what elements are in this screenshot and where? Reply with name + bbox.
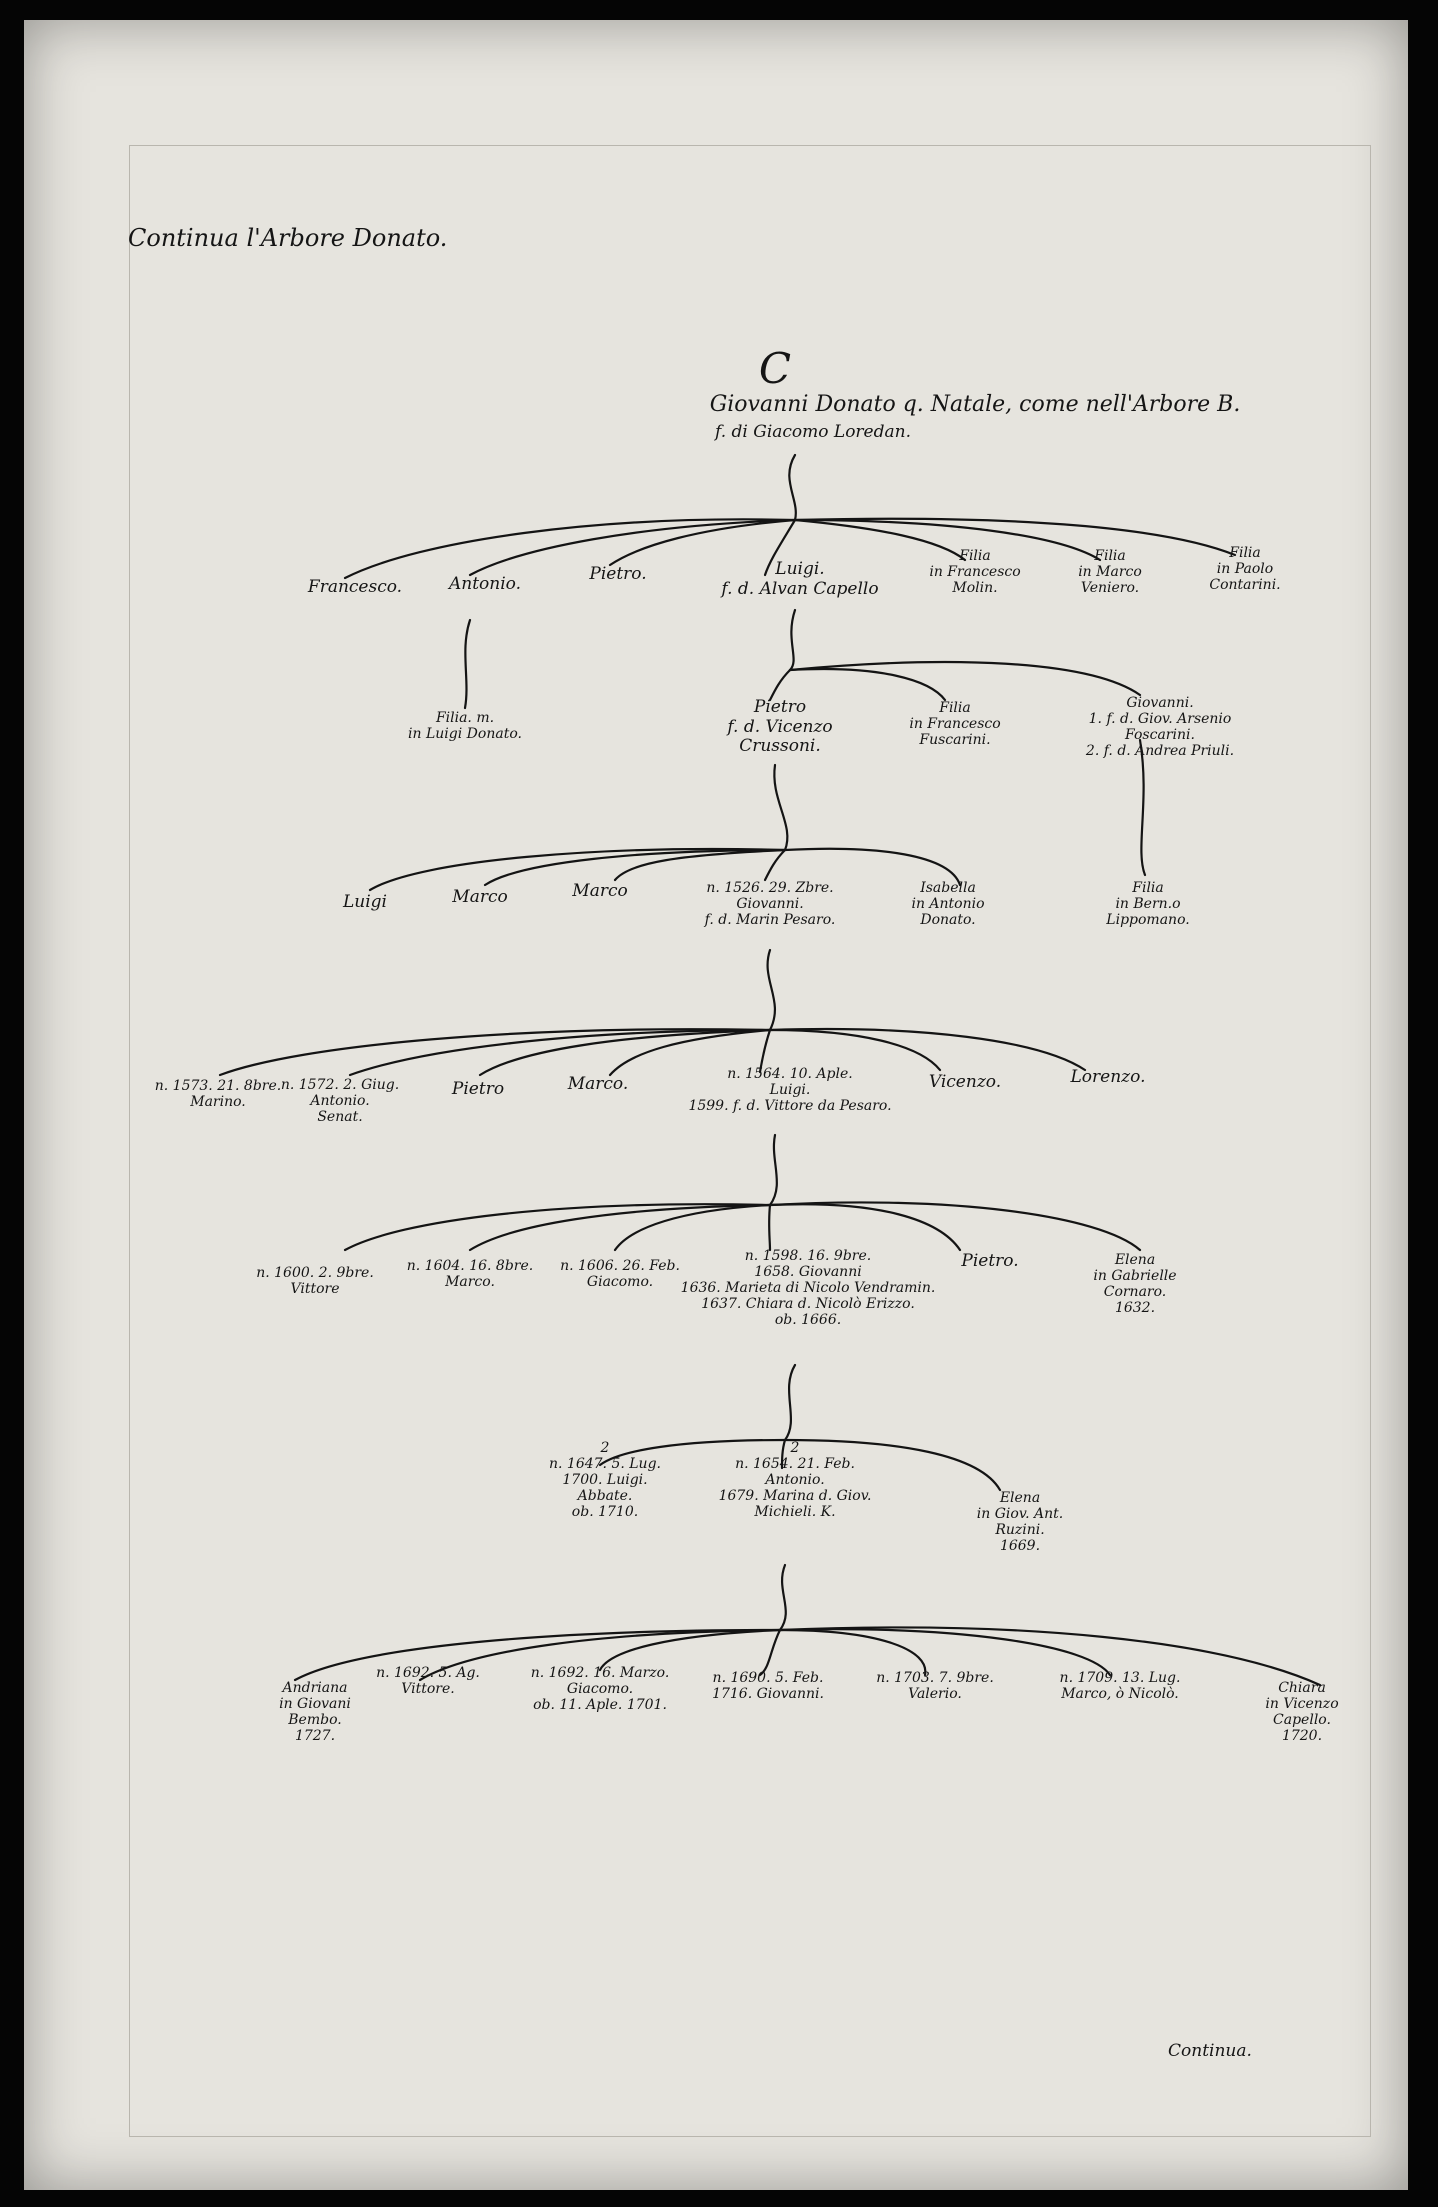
gen4-child: n. 1573. 21. 8bre. Marino. bbox=[154, 1078, 282, 1111]
gen3-child: Isabella in Antonio Donato. bbox=[911, 880, 985, 929]
gen5-child: n. 1600. 2. 9bre. Vittore bbox=[256, 1265, 374, 1298]
gen3-child: n. 1526. 29. Zbre. Giovanni. f. d. Marin Pesaro. bbox=[704, 880, 836, 929]
branch bbox=[780, 1565, 786, 1630]
branch bbox=[769, 1205, 770, 1250]
branch bbox=[770, 1029, 1085, 1070]
branch bbox=[774, 765, 787, 850]
branch bbox=[768, 950, 775, 1030]
gen4-child: Lorenzo. bbox=[1070, 1067, 1146, 1087]
gen4-child: n. 1572. 2. Giug. Antonio. Senat. bbox=[280, 1077, 400, 1126]
gen7-child: n. 1690. 5. Feb. 1716. Giovanni. bbox=[712, 1670, 824, 1703]
branch bbox=[770, 1135, 777, 1205]
gen7-child: n. 1692. 16. Marzo. Giacomo. ob. 11. Aple. 1701. bbox=[530, 1665, 670, 1714]
gen7-child: Chiara in Vicenzo Capello. 1720. bbox=[1265, 1680, 1339, 1745]
gen3-child: Marco bbox=[572, 881, 628, 901]
branch bbox=[790, 669, 945, 700]
gen7-child: Andriana in Giovani Bembo. 1727. bbox=[279, 1680, 351, 1745]
branch bbox=[770, 1204, 960, 1250]
gen6-child: 2 n. 1647. 5. Lug. 1700. Luigi. Abbate. ob. 1710. bbox=[549, 1440, 661, 1521]
gen5-child: Pietro. bbox=[961, 1251, 1019, 1271]
branch bbox=[785, 1365, 795, 1440]
gen3-child: Luigi bbox=[343, 892, 387, 912]
gen6-child: 2 n. 1654. 21. Feb. Antonio. 1679. Marina d. Giov. Michieli. K. bbox=[718, 1440, 872, 1521]
branch bbox=[770, 1030, 940, 1070]
gen1-child: Filia in Marco Veniero. bbox=[1078, 548, 1142, 597]
branch bbox=[1140, 740, 1145, 875]
branch bbox=[610, 520, 795, 565]
gen7-child: n. 1709. 13. Lug. Marco, ò Nicolò. bbox=[1059, 1670, 1181, 1703]
branch bbox=[780, 1630, 925, 1675]
branch bbox=[770, 670, 790, 700]
gen1-child: Antonio. bbox=[448, 574, 522, 594]
gen2-child: Pietro f. d. Vicenzo Crussoni. bbox=[727, 697, 833, 757]
gen5-child: n. 1598. 16. 9bre. 1658. Giovanni 1636. Marieta di Nicolo Vendramin. 1637. Chiara d. Nicolò Erizzo. ob. 1666. bbox=[680, 1248, 936, 1329]
gen3-child: Marco bbox=[452, 887, 508, 907]
branch bbox=[790, 662, 1140, 695]
gen1-child: Filia in Francesco Molin. bbox=[929, 548, 1021, 597]
gen7-child: n. 1703. 7. 9bre. Valerio. bbox=[876, 1670, 994, 1703]
footer-continua: Continua. bbox=[1168, 2041, 1252, 2061]
gen1-child: Luigi. f. d. Alvan Capello bbox=[721, 559, 879, 599]
gen3-child: Filia in Bern.o Lippomano. bbox=[1106, 880, 1190, 929]
gen4-child: Vicenzo. bbox=[928, 1072, 1002, 1092]
branch bbox=[760, 1630, 780, 1675]
gen4-child: Pietro bbox=[451, 1079, 505, 1099]
root-wife: f. di Giacomo Loredan. bbox=[715, 422, 911, 442]
gen4-child: n. 1564. 10. Aple. Luigi. 1599. f. d. Vittore da Pesaro. bbox=[688, 1066, 892, 1115]
gen6-child: Elena in Giov. Ant. Ruzini. 1669. bbox=[976, 1490, 1064, 1555]
section-letter: C bbox=[758, 344, 792, 393]
gen5-child: n. 1604. 16. 8bre. Marco. bbox=[406, 1258, 534, 1291]
gen5-child: n. 1606. 26. Feb. Giacomo. bbox=[560, 1258, 680, 1291]
gen1-child: Filia in Paolo Contarini. bbox=[1209, 545, 1281, 594]
gen7-child: n. 1692. 5. Ag. Vittore. bbox=[376, 1665, 480, 1698]
gen4-child: Marco. bbox=[567, 1074, 629, 1094]
gen2-child: Filia. m. in Luigi Donato. bbox=[408, 710, 522, 743]
gen5-child: Elena in Gabrielle Cornaro. 1632. bbox=[1093, 1252, 1177, 1317]
branch bbox=[765, 850, 785, 880]
branch bbox=[780, 1629, 1110, 1675]
gen1-child: Francesco. bbox=[307, 577, 403, 597]
gen2-child: Filia in Francesco Fuscarini. bbox=[909, 700, 1001, 749]
root-name: Giovanni Donato q. Natale, come nell'Arbore B. bbox=[709, 392, 1241, 417]
branch bbox=[790, 610, 795, 670]
gen2-child: Giovanni. 1. f. d. Giov. Arsenio Foscarini. 2. f. d. Andrea Priuli. bbox=[1085, 695, 1235, 760]
gen1-child: Pietro. bbox=[589, 564, 647, 584]
branch bbox=[789, 455, 796, 520]
header-title: Continua l'Arbore Donato. bbox=[128, 224, 448, 252]
branch bbox=[465, 620, 470, 708]
